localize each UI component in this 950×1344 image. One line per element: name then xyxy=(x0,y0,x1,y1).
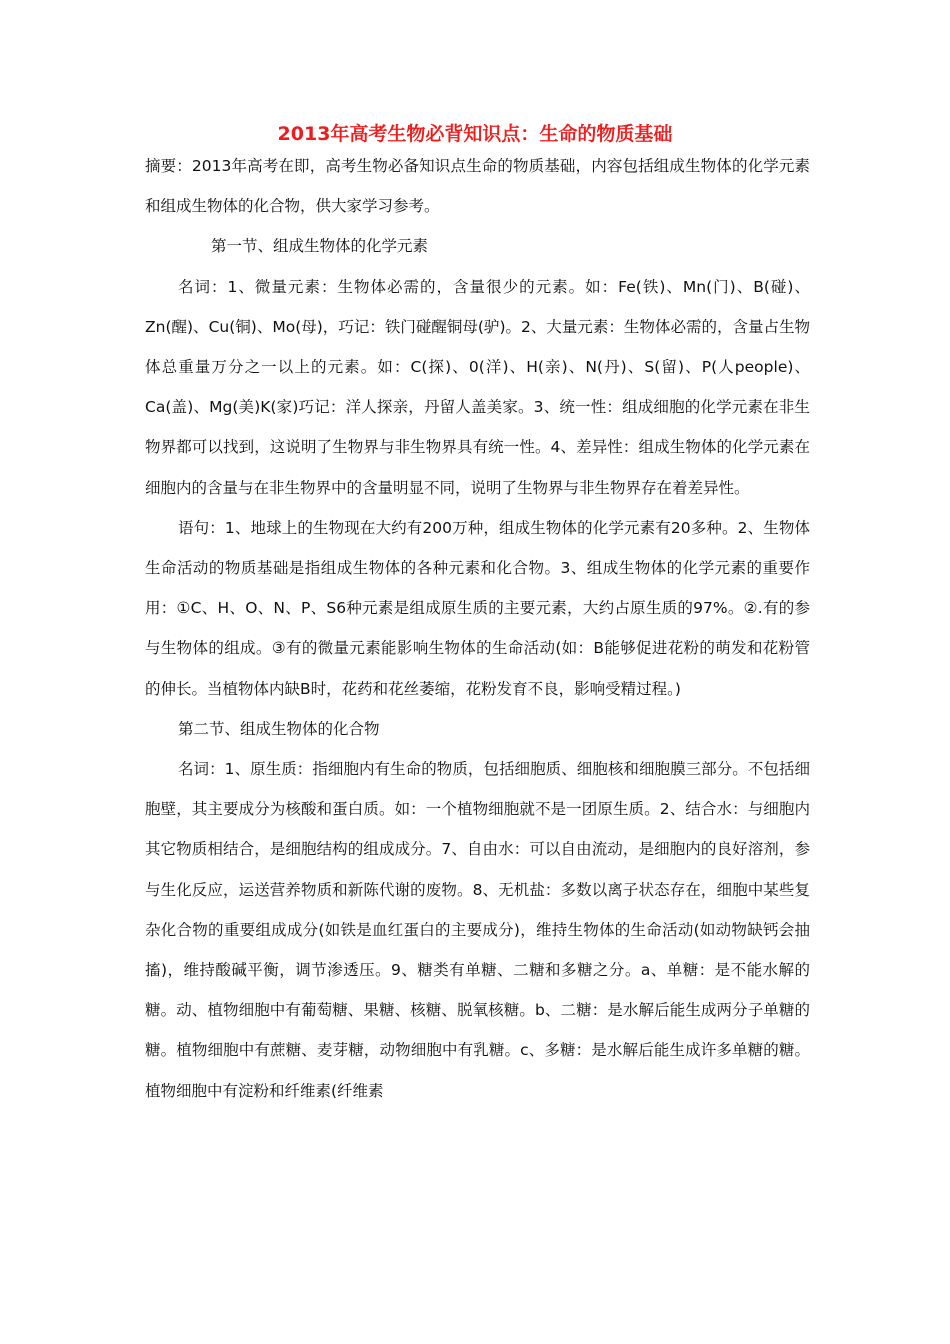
section-2-heading: 第二节、组成生物体的化合物 xyxy=(178,719,380,738)
section-2-terms-paragraph: 名词：1、原生质：指细胞内有生命的物质，包括细胞质、细胞核和细胞膜三部分。不包括细胞壁，其主要成分为核酸和蛋白质。如：一个植物细胞就不是一团原生质。2、结合水：与细胞内其它物质相结合，是细胞结构的组成成分。7、自由水：可以自由流动，是细胞内的良好溶剂，参与生化反应，运送营养物质和新陈代谢的废物。8、无机盐：多数以离子状态存在，细胞中某些复杂化合物的重要组成成分(如铁是血红蛋白的主要成分)，维持生物体的生命活动(如动物缺钙会抽搐)，维持酸碱平衡，调节渗透压。9、糖类有单糖、二糖和多糖之分。a、单糖：是不能水解的糖。动、植物细胞中有葡萄糖、果糖、核糖、脱氧核糖。b、二糖：是水解后能生成两分子单糖的糖。植物细胞中有蔗糖、麦芽糖，动物细胞中有乳糖。c、多糖：是水解后能生成许多单糖的糖。植物细胞中有淀粉和纤维素(纤维素 xyxy=(145,760,810,1100)
document-title: 2013年高考生物必背知识点：生命的物质基础 xyxy=(277,123,673,145)
section-1-statements-paragraph: 语句：1、地球上的生物现在大约有200万种，组成生物体的化学元素有20多种。2、生物体生命活动的物质基础是指组成生物体的各种元素和化合物。3、组成生物体的化学元素的重要作用：①C、H、O、N、P、S6种元素是组成原生质的主要元素，大约占原生质的97%。②.有的参与生物体的组成。③有的微量元素能影响生物体的生命活动(如：B能够促进花粉的萌发和花粉管的伸长。当植物体内缺B时，花药和花丝萎缩，花粉发育不良，影响受精过程。) xyxy=(145,518,810,698)
abstract-paragraph: 摘要：2013年高考在即，高考生物必备知识点生命的物质基础，内容包括组成生物体的化学元素和组成生物体的化合物，供大家学习参考。 xyxy=(145,157,810,216)
section-1-heading: 第一节、组成生物体的化学元素 xyxy=(211,237,429,256)
section-1-terms-paragraph: 名词：1、微量元素：生物体必需的，含量很少的元素。如：Fe(铁)、Mn(门)、B(碰)、Zn(醒)、Cu(铜)、Mo(母)，巧记：铁门碰醒铜母(驴)。2、大量元素：生物体必需的，含量占生物体总重量万分之一以上的元素。如：C(探)、0(洋)、H(亲)、N(丹)、S(留)、P(人people)、Ca(盖)、Mg(美)K(家)巧记：洋人探亲，丹留人盖美家。3、统一性：组成细胞的化学元素在非生物界都可以找到，这说明了生物界与非生物界具有统一性。4、差异性：组成生物体的化学元素在细胞内的含量与在非生物界中的含量明显不同，说明了生物界与非生物界存在着差异性。 xyxy=(145,277,810,497)
document-body xyxy=(145,146,810,1111)
